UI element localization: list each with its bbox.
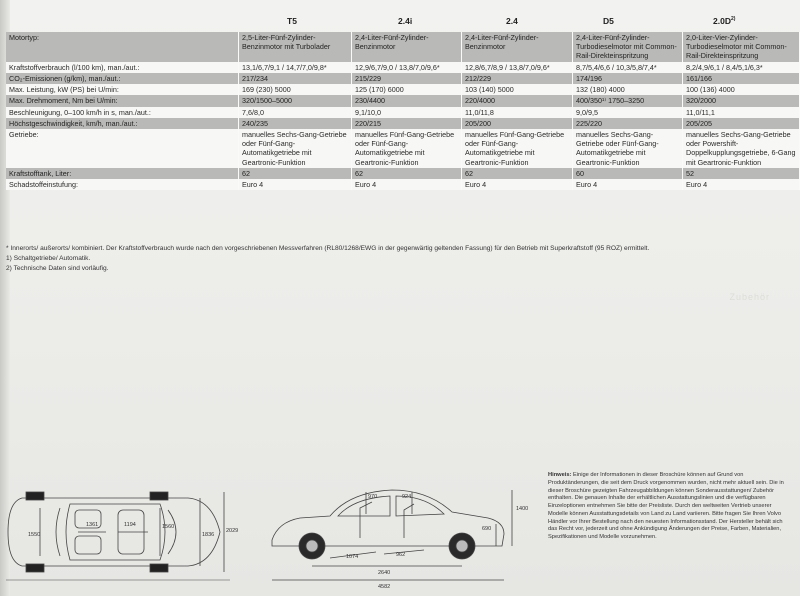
- spec-cell: manuelles Fünf-Gang-Getriebe oder Fünf-Gang-Automatikgetriebe mit Geartronic-Funktion: [462, 129, 573, 168]
- spec-cell: 169 (230) 5000: [239, 84, 352, 95]
- model-header-t5: T5: [287, 16, 297, 26]
- notice-title: Hinweis:: [548, 472, 572, 478]
- spec-cell: 240/235: [239, 118, 352, 129]
- spec-cell: 400/350¹⁾ 1750–3250: [573, 95, 683, 106]
- dim-height: 1400: [516, 506, 529, 512]
- spec-cell: 9,1/10,0: [352, 107, 462, 118]
- spec-cell: 62: [462, 168, 573, 179]
- spec-row: [6, 95, 800, 106]
- spec-cell: 320/2000: [683, 95, 800, 106]
- dim-inner-width: 1361: [86, 522, 99, 528]
- dim-length: 4582: [378, 584, 391, 590]
- spec-cell: 103 (140) 5000: [462, 84, 573, 95]
- spec-row-label: Max. Leistung, kW (PS) bei U/min:: [6, 84, 239, 95]
- spec-cell: 174/196: [573, 73, 683, 84]
- footnote-2: 2) Technische Daten sind vorläufig.: [6, 264, 109, 272]
- footnotes: [6, 244, 649, 274]
- footnote-consumption: * Innerorts/ außerorts/ kombiniert. Der Kraftstoffverbrauch wurde nach den vorgeschriebenen Messverfahren (RL80/1268/EWG in der gegenwärtig geltenden Fassung) für den Betrieb mit Superkraftstoff (95 ROZ) ermittelt.: [6, 245, 650, 252]
- spec-cell: Euro 4: [683, 179, 800, 190]
- spec-cell: Euro 4: [352, 179, 462, 190]
- dim-body-width: 1836: [202, 532, 215, 538]
- model-header-d5: D5: [603, 16, 614, 26]
- notice-text: Einige der Informationen in dieser Broschüre können auf Grund von Produktänderungen, die seit dem Druck vorgenommen wurden, nicht mehr aktuell sein. Die in dieser Broschüre gezeigten Fahrzeugabbildungen können Sonderausstattungen/ Zubehör enthalten. Die genauen Inhalte der erhältlichen Ausstattungslinien und die verfügbaren Einzeloptionen entnehmen Sie bitte der Preisliste. Durch den weltweiten Vertrieb unserer Modelle können Ausstattungsdetails von Land zu Land variieren. Bitte fragen Sie Ihren Volvo Händler vor Ihrer Bestellung nach den neuesten Informationsstand. Der Hersteller behält sich das Recht vor, jederzeit und ohne Ankündigung Änderungen der Preise, Farben, Materialien, Spezifikationen und Modelle vorzunehmen.: [548, 472, 784, 540]
- spec-cell: 52: [683, 168, 800, 179]
- spec-cell: 225/220: [573, 118, 683, 129]
- spec-row-label: Beschleunigung, 0–100 km/h in s, man./aut.:: [6, 107, 239, 118]
- spec-cell: 7,6/8,0: [239, 107, 352, 118]
- spec-cell: 215/229: [352, 73, 462, 84]
- spec-row: [6, 129, 800, 168]
- spec-cell: 212/229: [462, 73, 573, 84]
- spec-cell: 62: [239, 168, 352, 179]
- spec-cell: 62: [352, 168, 462, 179]
- spec-cell: 8,7/5,4/6,6 / 10,3/5,8/7,4*: [573, 62, 683, 73]
- dim-headroom-rear: 924: [402, 494, 412, 500]
- spec-cell: 9,0/9,5: [573, 107, 683, 118]
- spec-cell: 205/200: [462, 118, 573, 129]
- dim-legroom-rear: 962: [396, 552, 406, 558]
- spec-cell: 100 (136) 4000: [683, 84, 800, 95]
- spec-cell: 60: [573, 168, 683, 179]
- spec-row-label: CO₂-Emissionen (g/km), man./aut.:: [6, 73, 239, 84]
- spec-row: [6, 118, 800, 129]
- dim-mirror-width: 2029: [226, 528, 239, 534]
- spec-cell: manuelles Sechs-Gang-Getriebe oder Fünf-Gang-Automatikgetriebe mit Geartronic-Funktion: [573, 129, 683, 168]
- spec-cell: 12,9/6,7/9,0 / 13,8/7,0/9,6*: [352, 62, 462, 73]
- spec-row: [6, 73, 800, 84]
- dim-wheelbase: 2640: [378, 570, 391, 576]
- spec-row: [6, 179, 800, 190]
- spec-cell: 8,2/4,9/6,1 / 8,4/5,1/6,3*: [683, 62, 800, 73]
- spec-cell: Euro 4: [239, 179, 352, 190]
- spec-row-label: Schadstoffeinstufung:: [6, 179, 239, 190]
- spec-cell: 132 (180) 4000: [573, 84, 683, 95]
- show-through-text: Zubehör: [729, 292, 770, 302]
- spec-cell: 2,4-Liter-Fünf-Zylinder-Benzinmotor: [462, 32, 573, 62]
- dim-headroom-front: 970: [368, 494, 378, 500]
- spec-cell: 11,0/11,1: [683, 107, 800, 118]
- spec-cell: 220/215: [352, 118, 462, 129]
- notice-block: [548, 472, 792, 542]
- spec-cell: 13,1/6,7/9,1 / 14,7/7,0/9,8*: [239, 62, 352, 73]
- spec-cell: 161/166: [683, 73, 800, 84]
- spec-row-label: Max. Drehmoment, Nm bei U/min:: [6, 95, 239, 106]
- spec-row-label: Kraftstofftank, Liter:: [6, 168, 239, 179]
- spec-cell: 12,8/6,7/8,9 / 13,8/7,0/9,6*: [462, 62, 573, 73]
- spec-cell: 320/1500–5000: [239, 95, 352, 106]
- dimension-drawings: [0, 462, 540, 596]
- dim-sill: 690: [482, 526, 492, 532]
- car-side-view: [272, 490, 512, 580]
- spec-row-label: Motortyp:: [6, 32, 239, 62]
- dim-legroom-front: 1074: [346, 554, 359, 560]
- spec-cell: Euro 4: [573, 179, 683, 190]
- spec-cell: manuelles Sechs-Gang-Getriebe oder Fünf-Gang-Automatikgetriebe mit Geartronic-Funktion: [239, 129, 352, 168]
- spec-row: [6, 32, 800, 62]
- spec-row: [6, 107, 800, 118]
- spec-row-label: Höchstgeschwindigkeit, km/h, man./aut.:: [6, 118, 239, 129]
- dim-rear-track: 1560: [162, 524, 175, 530]
- spec-cell: 205/205: [683, 118, 800, 129]
- spec-cell: Euro 4: [462, 179, 573, 190]
- technical-data-table: [6, 32, 800, 190]
- dim-front-track: 1550: [28, 532, 41, 538]
- spec-cell: 230/4400: [352, 95, 462, 106]
- spec-row-label: Getriebe:: [6, 129, 239, 168]
- spec-cell: 2,4-Liter-Fünf-Zylinder-Turbodieselmotor mit Common-Rail-Direkteinspritzung: [573, 32, 683, 62]
- spec-row: [6, 168, 800, 179]
- spec-cell: 2,0-Liter-Vier-Zylinder-Turbodieselmotor mit Common-Rail-Direkteinspritzung: [683, 32, 800, 62]
- spec-cell: 2,5-Liter-Fünf-Zylinder-Benzinmotor mit Turbolader: [239, 32, 352, 62]
- spec-row: [6, 84, 800, 95]
- dim-rear-seat: 1194: [124, 522, 136, 528]
- footnote-1: 1) Schaltgetriebe/ Automatik.: [6, 254, 91, 262]
- spec-row: [6, 62, 800, 73]
- model-header-24: 2.4: [506, 16, 518, 26]
- spec-cell: 11,0/11,8: [462, 107, 573, 118]
- model-header-24i: 2.4i: [398, 16, 413, 26]
- spec-cell: 125 (170) 6000: [352, 84, 462, 95]
- spec-cell: 2,4-Liter-Fünf-Zylinder-Benzinmotor: [352, 32, 462, 62]
- spec-row-label: Kraftstoffverbrauch (l/100 km), man./aut.:: [6, 62, 239, 73]
- model-header-20d: $2.0D^{2)}$: [713, 16, 736, 26]
- spec-cell: 217/234: [239, 73, 352, 84]
- spec-cell: 220/4000: [462, 95, 573, 106]
- spec-cell: manuelles Fünf-Gang-Getriebe oder Fünf-Gang-Automatikgetriebe mit Geartronic-Funktion: [352, 129, 462, 168]
- spec-cell: manuelles Sechs-Gang-Getriebe oder Powershift-Doppelkupplungsgetriebe, 6-Gang mit Geartronic-Funktion: [683, 129, 800, 168]
